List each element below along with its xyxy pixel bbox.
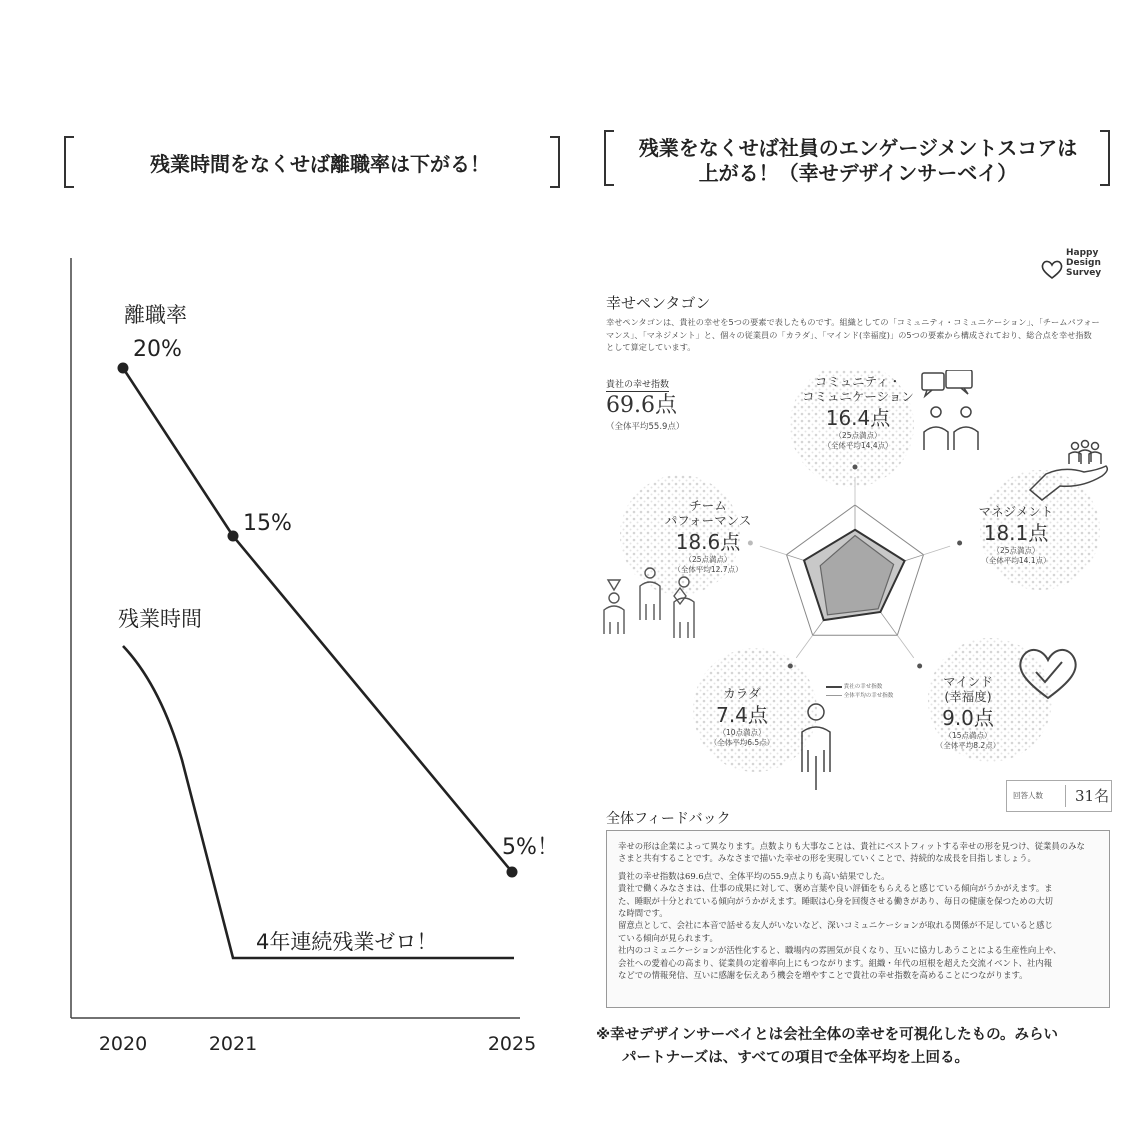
- radar-legend: [826, 683, 893, 701]
- heart-outline-icon: [1040, 258, 1064, 280]
- radar-average-score: （全体平均6.5点）: [709, 738, 775, 747]
- radar-max-score: （25点満点）: [992, 546, 1040, 555]
- turnover-data-label: 5%！: [502, 835, 559, 860]
- radar-axis-label: パフォーマンス: [664, 513, 752, 528]
- logo-line-2: Design: [1066, 258, 1101, 268]
- pentagon-desc-line-2: マンス」、「マネジメント」と、個々の従業員の「カラダ」、「マインド(幸福度)」の5つの要素から構成されており、総合点を幸せ指数: [606, 329, 1092, 340]
- series-label-overtime: 残業時間: [118, 607, 202, 631]
- radar-spoke-extension: [796, 635, 812, 658]
- legend-average: 全体平均の幸せ指数: [843, 693, 894, 699]
- turnover-data-label: 15%: [243, 511, 292, 536]
- radar-score: 7.4点: [716, 703, 768, 727]
- radar-average-score: （全体平均12.7点）: [673, 565, 743, 574]
- turnover-data-label: 20%: [133, 337, 182, 362]
- radar-average-score: （全体平均14.4点）: [823, 441, 893, 450]
- left-title-bracket-left: [64, 136, 74, 188]
- left-panel-title: 残業時間をなくせば離職率は下がる！: [150, 152, 490, 176]
- radar-axis-dot: [917, 663, 922, 668]
- radar-spoke-extension: [897, 635, 913, 658]
- radar-spoke-extension: [760, 546, 787, 555]
- radar-axis-label: コミュニケーション: [802, 389, 914, 404]
- turnover-point: [118, 363, 129, 374]
- pentagon-heading: 幸せペンタゴン: [606, 294, 711, 312]
- feedback-paragraph-1: 幸せの形は企業によって異なります。点数よりも大事なことは、貴社にベストフィットする幸せの形を見つけ、従業員のみな さまと共有することです。みなさまで描いた幸せの形を実現していくことで、持続的な成長を目指しましょう。: [618, 841, 1085, 864]
- respondents-box: [1006, 780, 1112, 812]
- right-title-line-2: 上がる！（幸せデザインサーベイ）: [698, 161, 1018, 185]
- index-average: （全体平均55.9点）: [606, 422, 685, 432]
- radar-score: 18.1点: [983, 521, 1049, 545]
- radar-score: 18.6点: [675, 530, 741, 554]
- x-tick-label: 2021: [208, 1033, 258, 1055]
- radar-max-score: （25点満点）: [684, 555, 732, 564]
- radar-average-score: （全体平均8.2点）: [935, 741, 1001, 750]
- right-title-line-1: 残業をなくせば社員のエンゲージメントスコアは: [638, 136, 1078, 160]
- pentagon-desc-line-1: 幸せペンタゴンは、貴社の幸せを5つの要素で表したものです。組織としての「コミュニティ・コミュニケーション」、「チームパフォー: [606, 317, 1100, 327]
- radar-score: 9.0点: [942, 706, 994, 730]
- radar-axis-dot: [957, 541, 962, 546]
- happy-design-survey-logo: [1040, 248, 1120, 288]
- x-tick-label: 2025: [487, 1033, 537, 1055]
- radar-axis-dot: [788, 663, 793, 668]
- radar-max-score: （25点満点）: [834, 431, 882, 440]
- speech-bubbles-people-icon: [922, 370, 978, 450]
- radar-axis-label: チーム: [689, 498, 727, 513]
- footnote: [596, 1024, 1116, 1070]
- index-label: 貴社の幸せ指数: [606, 377, 669, 392]
- radar-score: 16.4点: [825, 406, 891, 430]
- radar-spoke-extension: [923, 546, 950, 555]
- radar-axis-label: コミュニティ・: [814, 374, 902, 389]
- x-tick-label: 2020: [98, 1033, 148, 1055]
- footnote-line-2: パートナーズは、すべての項目で全体平均を上回る。: [622, 1050, 969, 1066]
- turnover-point: [228, 531, 239, 542]
- pentagon-desc-line-3: として算定しています。: [606, 342, 696, 352]
- feedback-heading: 全体フィードバック: [606, 811, 731, 827]
- index-value: 69.6点: [606, 393, 677, 418]
- respondents-label: 回答人数: [1013, 791, 1043, 800]
- legend-company: 貴社の幸せ指数: [843, 684, 883, 690]
- team-people-icon: [604, 568, 694, 638]
- respondents-value: 31名: [1075, 787, 1110, 805]
- radar-axis-dot: [748, 541, 753, 546]
- right-panel-title: [612, 136, 1104, 186]
- radar-axis-label: マネジメント: [978, 504, 1054, 519]
- radar-axis-label: カラダ: [723, 686, 761, 701]
- overtime-annotation: 4年連続残業ゼロ！: [256, 930, 438, 954]
- turnover-point: [507, 867, 518, 878]
- logo-line-3: Survey: [1066, 268, 1102, 278]
- radar-axis-dot: [853, 465, 858, 470]
- footnote-line-1: ※幸せデザインサーベイとは会社全体の幸せを可視化したもの。みらい: [596, 1027, 1058, 1043]
- radar-axis-label: (幸福度): [944, 689, 992, 704]
- turnover-line-chart: [0, 240, 580, 1070]
- logo-line-1: Happy: [1066, 248, 1099, 258]
- feedback-text: [618, 840, 1100, 986]
- radar-max-score: （10点満点）: [718, 728, 766, 737]
- radar-max-score: （15点満点）: [944, 731, 992, 740]
- radar-average-score: （全体平均14.1点）: [981, 556, 1051, 565]
- pentagon-description: [606, 316, 1121, 354]
- happiness-pentagon-chart: [590, 370, 1140, 790]
- feedback-paragraph-2: 貴社の幸せ指数は69.6点で、全体平均の55.9点よりも高い結果でした。 貴社で働くみなさまは、仕事の成果に対して、褒め言葉や良い評価をもらえると感じている傾向がうかがえます。ま た、睡眠が十分とれている傾向がうかがえます。睡眠は心身を回復させる働きがあり、毎日の健康を保つための大切 な時間です。 留意点として、会社に本音で話せる友人がいないなど、深いコミュニケーションが取れる関係が不足していると感じ ている傾向が見られます。 社内のコミュニケーションが活性化すると、職場内の雰囲気が良くなり、互いに協力しあうことによる生産性向上や、 会社への愛着心の高まり、従業員の定着率向上にもつながります。組織・年代の垣根を超えた交流イベント、社内報 などでの情報発信、互いに感謝を伝えあう機会を増やすことで貴社の幸せ指数を高めることにつながります。: [618, 870, 1062, 981]
- series-label-turnover: 離職率: [124, 303, 187, 327]
- radar-axis-label: マインド: [943, 674, 993, 689]
